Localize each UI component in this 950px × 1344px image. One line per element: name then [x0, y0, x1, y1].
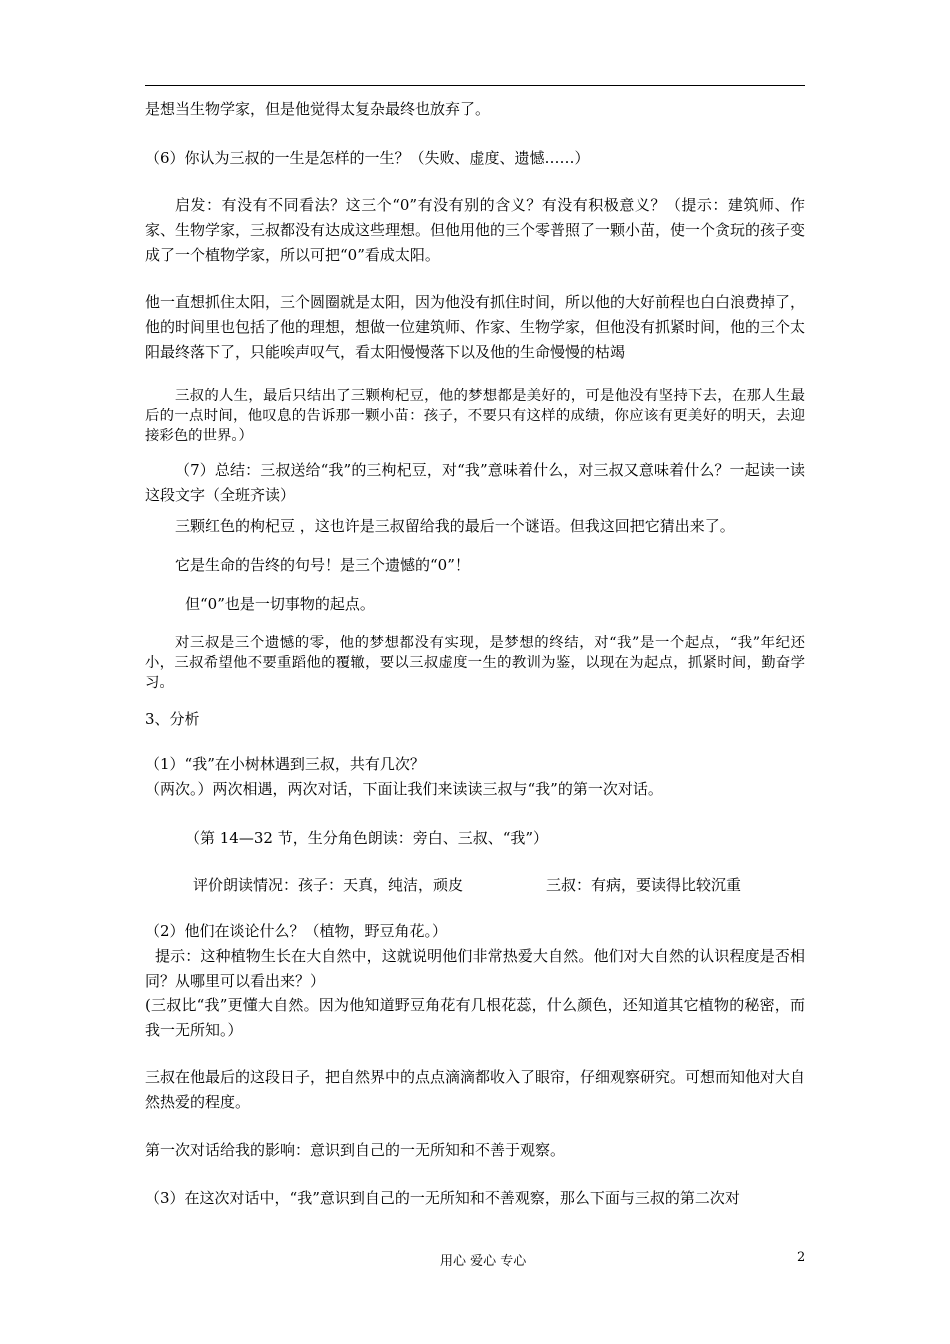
question-1: （1）“我”在小树林遇到三叔，共有几次？: [145, 755, 425, 773]
footer-motto: 用心 爱心 专心: [440, 1254, 527, 1269]
page-number: 2: [797, 1250, 806, 1265]
header-rule: [145, 85, 805, 86]
reading-note: （第 14—32 节，生分角色朗读：旁白、三叔、“我”）: [185, 829, 549, 847]
hint-nature: 提示：这种植物生长在大自然中，这就说明他们非常热爱大自然。他们对大自然的认识程度是否相同？从哪里可以看出来？）: [145, 947, 805, 990]
question-3: （3）在这次对话中，“我”意识到自己的一无所知和不善观察，那么下面与三叔的第二次对: [145, 1189, 740, 1207]
quote-line-3: 但“0”也是一切事物的起点。: [185, 595, 375, 613]
question-2: （2）他们在谈论什么？（植物，野豆角花。）: [145, 922, 448, 940]
evaluation-child: 评价朗读情况：孩子：天真，纯洁，顽皮: [193, 876, 464, 894]
answer-1: （两次。）两次相遇，两次对话，下面让我们来读读三叔与“我”的第一次对话。: [145, 780, 663, 798]
section-heading: 3、分析: [145, 710, 200, 728]
sun-paragraph: 他一直想抓住太阳，三个圆圈就是太阳，因为他没有抓住时间，所以他的大好前程也白白浪费掉了，他的时间里也包括了他的理想，想做一位建筑师、作家、生物学家，但他没有抓紧时间，他的三个太阳最终落下了，只能唉声叹气，看太阳慢慢落下以及他的生命慢慢的枯竭: [145, 293, 806, 361]
meaning-paragraph: 对三叔是三个遗憾的零，他的梦想都没有实现，是梦想的终结，对“我”是一个起点，“我”年纪还小，三叔希望他不要重蹈他的覆辙，要以三叔虚度一生的教训为鉴，以现在为起点，抓紧时间，勤奋学习。: [145, 635, 805, 691]
life-paragraph: 三叔的人生，最后只结出了三颗枸杞豆，他的梦想都是美好的，可是他没有坚持下去，在那人生最后的一点时间，他叹息的告诉那一颗小苗：孩子，不要只有这样的成绩，你应该有更美好的明天，去迎接彩色的世界。）: [145, 388, 805, 444]
answer-nature: (三叔比“我”更懂大自然。因为他知道野豆角花有几根花蕊，什么颜色，还知道其它植物的秘密，而我一无所知。）: [145, 996, 805, 1039]
summary-7: （7）总结：三叔送给“我”的三枸杞豆，对“我”意味着什么，对三叔又意味着什么？一起读一读这段文字（全班齐读）: [145, 461, 805, 504]
quote-line-2: 它是生命的告终的句号！是三个遗憾的“0”！: [175, 556, 470, 574]
first-dialogue-effect: 第一次对话给我的影响：意识到自己的一无所知和不善于观察。: [145, 1141, 566, 1159]
observation-paragraph: 三叔在他最后的这段日子，把自然界中的点点滴滴都收入了眼帘，仔细观察研究。可想而知他对大自然热爱的程度。: [145, 1068, 806, 1111]
question-6: （6）你认为三叔的一生是怎样的一生？（失败、虚度、遗憾……）: [145, 149, 590, 167]
hint-paragraph: 启发：有没有不同看法？这三个“0”有没有别的含义？有没有积极意义？（提示：建筑师、作家、生物学家，三叔都没有达成这些理想。但他用他的三个零普照了一颗小苗，使一个贪玩的孩子变成了一个植物学家，所以可把“0”看成太阳。: [145, 196, 806, 264]
evaluation-uncle: 三叔：有病，要读得比较沉重: [546, 876, 742, 894]
quote-line-1: 三颗红色的枸杞豆 ，这也许是三叔留给我的最后一个谜语。但我这回把它猜出来了。: [175, 517, 735, 535]
text-line: 是想当生物学家，但是他觉得太复杂最终也放弃了。: [145, 100, 491, 118]
